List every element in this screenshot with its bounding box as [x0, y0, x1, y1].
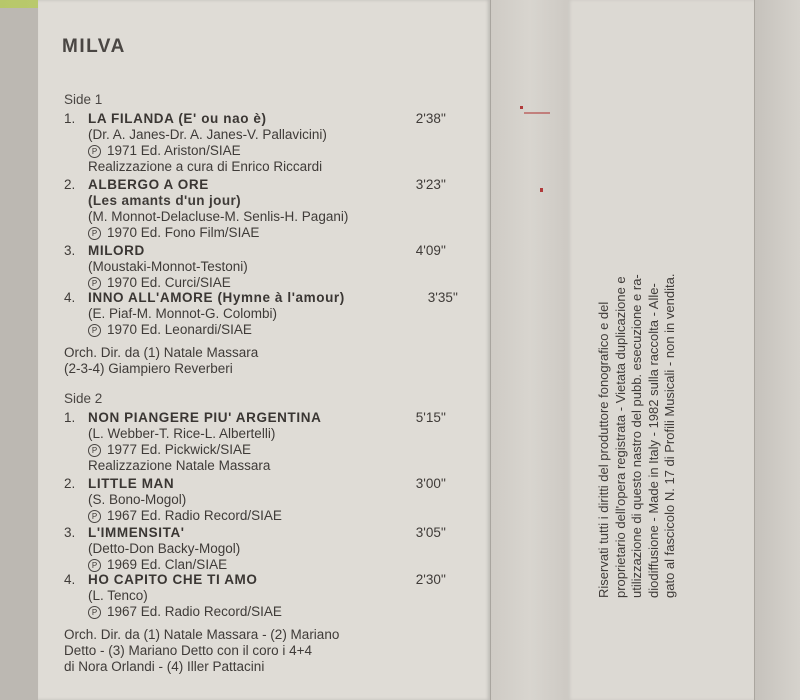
track-extra: Realizzazione Natale Massara — [88, 458, 271, 473]
track-publisher-line — [64, 143, 480, 159]
side-2-orchestra-line-2: Detto - (3) Mariano Detto con il coro i 4+4 — [64, 643, 312, 658]
legal-line-2: proprietario dell'opera registrata - Vietata duplicazione e — [612, 276, 628, 598]
track-number: 4. — [64, 290, 76, 305]
phonogram-icon: P — [88, 277, 101, 290]
track-duration: 2'38'' — [415, 111, 446, 126]
phonogram-icon: P — [88, 510, 101, 523]
track-publisher: 1967 Ed. Radio Record/SIAE — [107, 604, 282, 619]
side-1-label: Side 1 — [64, 92, 103, 107]
track-duration: 3'05'' — [415, 525, 446, 540]
track-publisher-line — [64, 557, 480, 573]
side-1-orchestra-line-2: (2-3-4) Giampiero Reverberi — [64, 361, 233, 376]
track-credits: (Detto-Don Backy-Mogol) — [88, 541, 241, 556]
track-publisher-line — [64, 322, 480, 338]
track-title: NON PIANGERE PIU' ARGENTINA — [88, 410, 322, 425]
track-publisher: 1977 Ed. Pickwick/SIAE — [107, 442, 252, 457]
track-number: 3. — [64, 525, 76, 540]
side-2-orchestra-line-3: di Nora Orlandi - (4) Iller Pattacini — [64, 659, 265, 674]
phonogram-icon: P — [88, 444, 101, 457]
track-publisher: 1970 Ed. Fono Film/SIAE — [107, 225, 260, 240]
phonogram-icon: P — [88, 559, 101, 572]
side-2-orchestra-line-1: Orch. Dir. da (1) Natale Massara - (2) Mariano — [64, 627, 340, 642]
track-duration: 3'00'' — [415, 476, 446, 491]
track-duration: 2'30'' — [415, 572, 446, 587]
legal-line-5: gato al fascicolo N. 17 di Profili Musicali - non in vendita. — [662, 273, 677, 598]
phonogram-icon: P — [88, 606, 101, 619]
track-credits: (Moustaki-Monnot-Testoni) — [88, 259, 248, 274]
side-2-track-1 — [64, 410, 480, 474]
track-duration: 4'09'' — [415, 243, 446, 258]
red-ink-dot — [520, 106, 523, 109]
side-1-track-3 — [64, 243, 480, 291]
insert-edge-flap — [754, 0, 800, 700]
legal-line-1: Riservati tutti i diritti del produttore fonografico e del — [596, 301, 611, 598]
track-credits: (M. Monnot-Delacluse-M. Senlis-H. Pagani) — [88, 209, 349, 224]
phonogram-icon: P — [88, 324, 101, 337]
track-number: 1. — [64, 111, 76, 126]
track-title: LITTLE MAN — [88, 476, 175, 491]
phonogram-icon: P — [88, 227, 101, 240]
track-duration: 3'35'' — [427, 290, 458, 305]
red-ink-dot — [540, 188, 543, 192]
track-credits: (S. Bono-Mogol) — [88, 492, 187, 507]
track-publisher: 1970 Ed. Leonardi/SIAE — [107, 322, 252, 337]
track-publisher: 1969 Ed. Clan/SIAE — [107, 557, 228, 572]
side-2-label: Side 2 — [64, 391, 103, 406]
track-duration: 3'23'' — [415, 177, 446, 192]
track-number: 1. — [64, 410, 76, 425]
track-title: HO CAPITO CHE TI AMO — [88, 572, 258, 587]
phonogram-icon: P — [88, 145, 101, 158]
track-credits: (L. Webber-T. Rice-L. Albertelli) — [88, 426, 276, 441]
red-ink-mark — [524, 112, 550, 114]
track-subtitle: (Les amants d'un jour) — [88, 193, 242, 208]
side-2-track-2 — [64, 476, 480, 524]
track-title: MILORD — [88, 243, 145, 258]
track-number: 2. — [64, 476, 76, 491]
legal-line-4: diodiffusione - Made in Italy - 1982 sulla raccolta - Alle- — [645, 283, 661, 598]
side-1-orchestra-line-1: Orch. Dir. da (1) Natale Massara — [64, 345, 259, 360]
track-credits: (Dr. A. Janes-Dr. A. Janes-V. Pallavicini) — [88, 127, 327, 142]
track-publisher-line — [64, 275, 480, 291]
track-title: ALBERGO A ORE — [88, 177, 209, 192]
track-number: 3. — [64, 243, 76, 258]
track-title: L'IMMENSITA' — [88, 525, 185, 540]
track-publisher-line — [64, 604, 480, 620]
legal-line-3: utilizzazione di questo nastro del pubb. esecuzione e ra- — [629, 274, 644, 598]
track-publisher: 1967 Ed. Radio Record/SIAE — [107, 508, 282, 523]
insert-fold-spine — [490, 0, 570, 700]
side-1-track-2 — [64, 177, 480, 241]
track-title: LA FILANDA (E' ou nao è) — [88, 111, 267, 126]
track-publisher-line — [64, 225, 480, 241]
track-credits: (L. Tenco) — [88, 588, 148, 603]
track-publisher-line — [64, 508, 480, 524]
track-number: 4. — [64, 572, 76, 587]
side-1-track-1 — [64, 111, 480, 175]
legal-notice — [596, 98, 736, 598]
side-2-track-3 — [64, 525, 480, 573]
side-1-track-4 — [64, 290, 480, 338]
track-publisher-line — [64, 442, 480, 458]
track-credits: (E. Piaf-M. Monnot-G. Colombi) — [88, 306, 278, 321]
track-title: INNO ALL'AMORE (Hymne à l'amour) — [88, 290, 345, 305]
side-2-track-4 — [64, 572, 480, 620]
track-publisher: 1971 Ed. Ariston/SIAE — [107, 143, 241, 158]
track-number: 2. — [64, 177, 76, 192]
track-duration: 5'15'' — [415, 410, 446, 425]
track-extra: Realizzazione a cura di Enrico Riccardi — [88, 159, 323, 174]
artist-name: MILVA — [62, 36, 126, 57]
track-publisher: 1970 Ed. Curci/SIAE — [107, 275, 231, 290]
